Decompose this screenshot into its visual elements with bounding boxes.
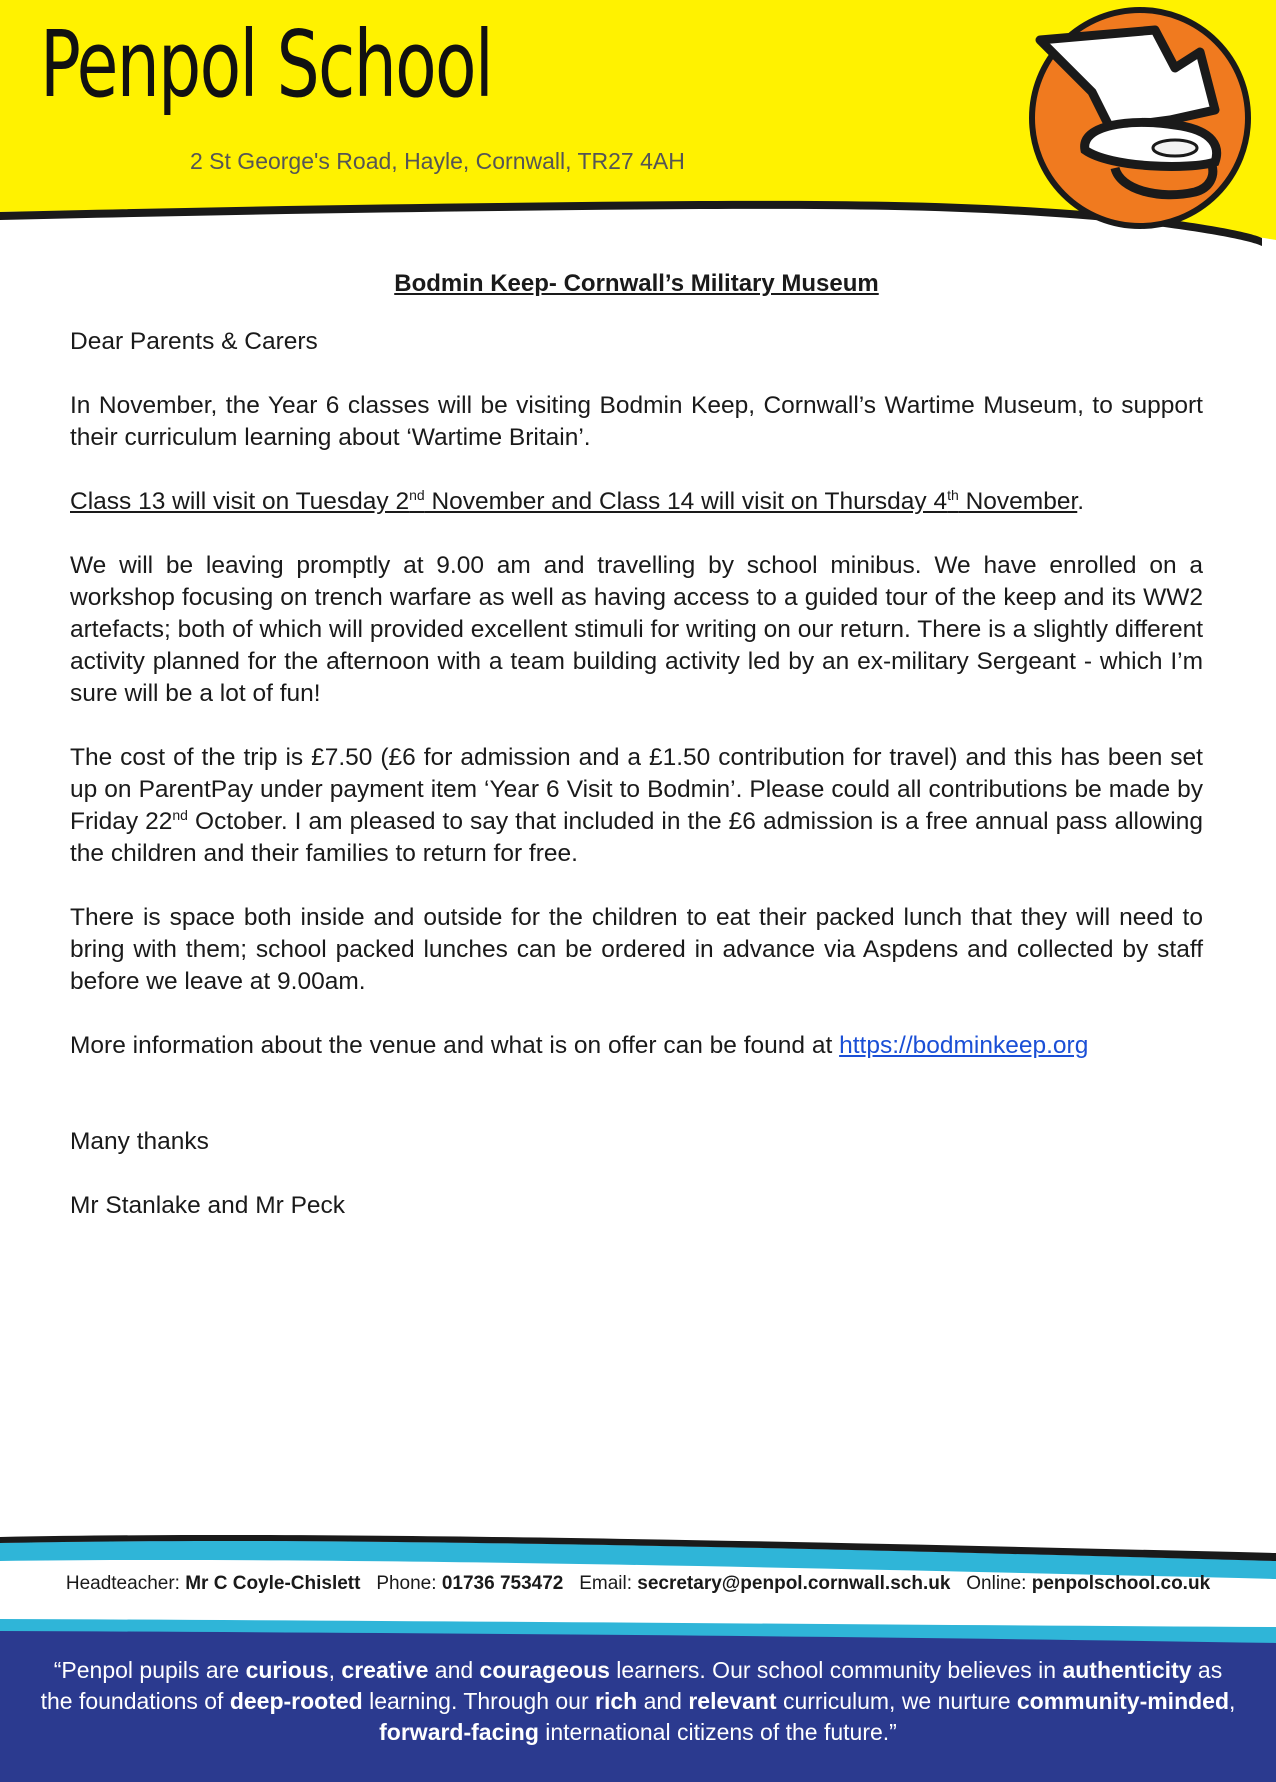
paragraph-intro: In November, the Year 6 classes will be visiting Bodmin Keep, Cornwall’s Wartime Museum, to support their curriculum learning about ‘Wartime Britain’. xyxy=(70,392,1203,451)
ship-sail-logo-icon xyxy=(1032,10,1248,226)
contact-line: Headteacher: Mr C Coyle-Chislett Phone: 01736 753472 Email: secretary@penpol.cornwall.sch.uk Online: penpolschool.co.uk xyxy=(65,1573,1211,1594)
signature: Mr Stanlake and Mr Peck xyxy=(70,1192,346,1219)
letter-title: Bodmin Keep- Cornwall’s Military Museum xyxy=(394,270,879,297)
bodmin-keep-link[interactable]: https://bodminkeep.org xyxy=(839,1032,1089,1059)
school-name: Penpol School xyxy=(40,11,493,118)
closing: Many thanks xyxy=(70,1128,209,1155)
letter-body xyxy=(70,268,1203,1254)
email-address[interactable]: secretary@penpol.cornwall.sch.uk xyxy=(637,1573,951,1594)
paragraph-visit-dates: Class 13 will visit on Tuesday 2nd November and Class 14 will visit on Thursday 4th November. xyxy=(70,486,1085,515)
salutation: Dear Parents & Carers xyxy=(70,328,318,355)
letterhead-banner xyxy=(0,0,1276,250)
school-motto: “Penpol pupils are curious, creative and courageous learners. Our school community believes in authenticity as the foundations of deep-rooted learning. Through our rich and relevant curriculum, we nurture community-minded, forward-facing international citizens of the future.” xyxy=(40,1657,1236,1745)
school-address: 2 St George's Road, Hayle, Cornwall, TR27 4AH xyxy=(190,148,685,174)
visit-dates-text: Class 13 will visit on Tuesday 2nd November and Class 14 will visit on Thursday 4th November xyxy=(70,486,1078,515)
paragraph-more-info: More information about the venue and what is on offer can be found at https://bodminkeep.org xyxy=(70,1032,1089,1059)
paragraph-cost: The cost of the trip is £7.50 (£6 for admission and a £1.50 contribution for travel) and this has been set up on ParentPay under payment item ‘Year 6 Visit to Bodmin’. Please could all contributions be made by Friday 22nd October. I am pleased to say that included in the £6 admission is a free annual pass allowing the children and their families to return for free. xyxy=(70,744,1203,867)
paragraph-lunch: There is space both inside and outside for the children to eat their packed lunch that they will need to bring with them; school packed lunches can be ordered in advance via Aspdens and collected by staff before we leave at 9.00am. xyxy=(70,904,1203,995)
phone-number: 01736 753472 xyxy=(441,1573,564,1594)
website[interactable]: penpolschool.co.uk xyxy=(1031,1573,1211,1594)
paragraph-itinerary: We will be leaving promptly at 9.00 am and travelling by school minibus. We have enrolled on a workshop focusing on trench warfare as well as having access to a guided tour of the keep and its WW2 artefacts; both of which will provided excellent stimuli for writing on our return. There is a slightly different activity planned for the afternoon with a team building activity led by an ex-military Sergeant - which I’m sure will be a lot of fun! xyxy=(70,552,1203,707)
headteacher-name: Mr C Coyle-Chislett xyxy=(185,1573,361,1594)
